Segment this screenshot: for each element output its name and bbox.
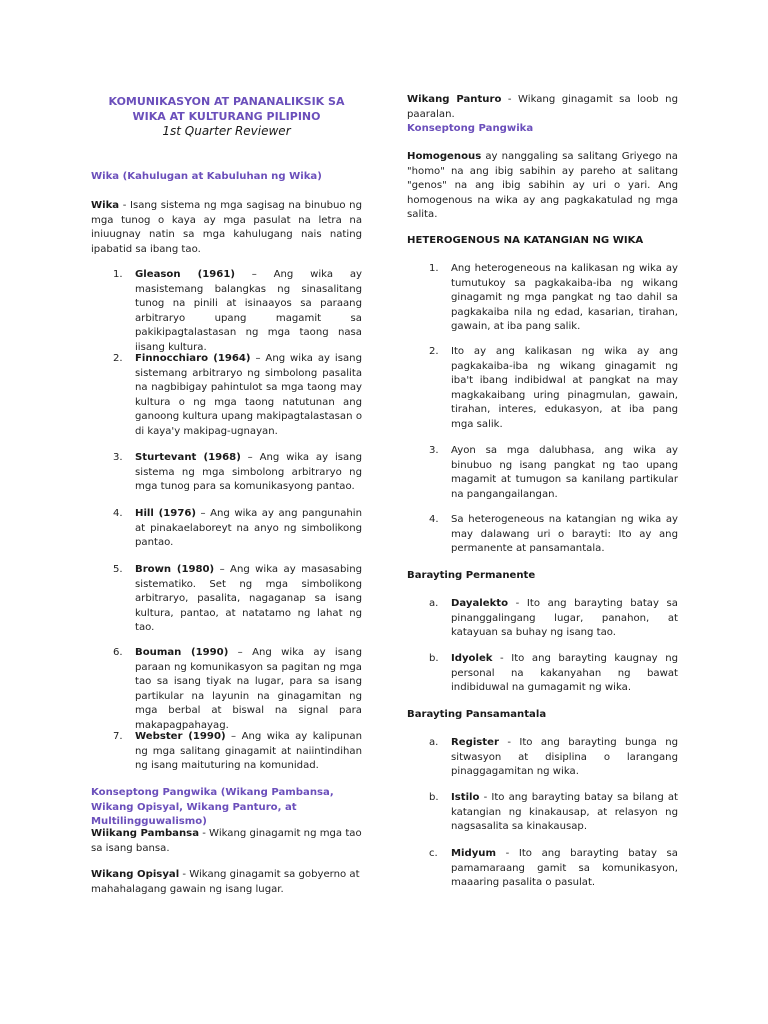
homogenous-term: Homogenous (407, 151, 482, 162)
definition-term: Finnocchiaro (1964) (135, 353, 251, 364)
heterogenous-text: Sa heterogeneous na katangian ng wika ay may dalawang uri o barayti: Ito ay ang permanente at pansamantala. (451, 514, 678, 554)
pansamantala-body (451, 847, 678, 891)
permanente-letter: b. (429, 653, 439, 664)
section-heading-barayting-permanente: Barayting Permanente (407, 570, 536, 581)
section-heading-wika: Wika (Kahulugan at Kabuluhan ng Wika) (91, 171, 322, 182)
definition-term: Sturtevant (1968) (135, 452, 241, 463)
heterogenous-number: 4. (429, 514, 439, 525)
permanente-text: - Ito ang barayting kaugnay ng personal na kakanyahan ng bawat indibiduwal na gumagamit ng wika. (451, 653, 678, 693)
heterogenous-number: 1. (429, 263, 439, 274)
heterogenous-text: Ito ay ang kalikasan ng wika ay ang pagkakaiba-iba ng wikang ginagamit ng iba't ibang indibidwal at pangkat na may magkakaibang uring pinagmulan, gawain, tirahan, interes, edukasyon, at iba pang mga salik. (451, 346, 678, 430)
permanente-term: Idyolek (451, 653, 493, 664)
wika-definition (91, 199, 362, 257)
wika-definition-text: - Isang sistema ng mga sagisag na binubuo ng mga tunog o kaya ay mga pasulat na letra na iniuugnay natin sa mga kahulugang nais nating ipabatid sa ibang tao. (91, 200, 362, 255)
pansamantala-term: Register (451, 737, 499, 748)
section-heading-konseptong-pangwika: Konseptong Pangwika (Wikang Pambansa, Wikang Opisyal, Wikang Panturo, at Multilingguwalismo) (91, 787, 334, 827)
heterogenous-number: 3. (429, 445, 439, 456)
definition-body (135, 646, 362, 733)
definition-number: 4. (113, 508, 123, 519)
wikang-pambansa-definition (91, 827, 362, 856)
definition-text: – Ang wika ay isang sistema ng mga simbolong arbitraryo ng mga tunog para sa komunikasyong pantao. (135, 452, 362, 492)
definition-body (135, 451, 362, 495)
definition-number: 6. (113, 647, 123, 658)
pansamantala-letter: c. (429, 848, 438, 859)
homogenous-definition (407, 150, 678, 223)
wikang-pambansa-term: Wiikang Pambansa (91, 828, 199, 839)
document-title: KOMUNIKASYON AT PANANALIKSIK SA WIKA AT KULTURANG PILIPINO (108, 95, 345, 123)
pansamantala-letter: b. (429, 792, 439, 803)
definition-term: Gleason (1961) (135, 269, 235, 280)
wikang-panturo-definition (407, 93, 678, 122)
wikang-opisyal-definition (91, 868, 362, 897)
wikang-opisyal-text: - Wikang ginagamit sa gobyerno at mahahalagang gawain ng isang lugar. (91, 869, 360, 895)
pansamantala-body (451, 736, 678, 780)
section-heading-heterogenous: HETEROGENOUS NA KATANGIAN NG WIKA (407, 235, 644, 246)
pansamantala-text: - Ito ang barayting batay sa bilang at katangian ng kinakausap, at relasyon ng nagsasalita sa kinakausap. (451, 792, 678, 832)
wika-term: Wika (91, 200, 120, 211)
definition-number: 2. (113, 353, 123, 364)
definition-body (135, 268, 362, 355)
definition-term: Bouman (1990) (135, 647, 229, 658)
wikang-pambansa-text: - Wikang ginagamit ng mga tao sa isang bansa. (91, 828, 362, 854)
definition-text: – Ang wika ay masasabing sistematiko. Set ng mga simbolikong arbitraryo, pasalita, nagaganap sa isang kultura, pantao, at natatamo ng lahat ng tao. (135, 564, 363, 633)
definition-text: – Ang wika ay isang sistemang arbitraryo ng simbolong pasalita na nagbibigay pahintulot sa mga taong may kultura o ng mga taong natutunan ang ganoong kultura upang makipagtalastasan o di kaya'y makipag-ugnayan. (135, 353, 362, 437)
pansamantala-text: - Ito ang barayting batay sa pamamaraang gamit sa komunikasyon, maaaring pasalita o pasulat. (451, 848, 678, 888)
heterogenous-text: Ang heterogeneous na kalikasan ng wika ay tumutukoy sa pagkakaiba-iba ng wikang ginagamit ng mga pangkat ng tao dahil sa pagkakaiba nila ng edad, kasarian, tirahan, gawain, at iba pang salik. (451, 263, 678, 332)
definition-body (135, 507, 362, 551)
definition-body (135, 563, 362, 636)
definition-text: – Ang wika ay kalipunan ng mga salitang ginagamit at naiintindihan ng isang maituturing na komunidad. (135, 731, 362, 771)
definition-term: Brown (1980) (135, 564, 215, 575)
definition-text: – Ang wika ay ang pangunahin at pinakaelaboreyt na anyo ng simbolikong pantao. (135, 508, 363, 548)
wikang-panturo-term: Wikang Panturo (407, 94, 502, 105)
definition-term: Hill (1976) (135, 508, 196, 519)
pansamantala-body (451, 791, 678, 835)
pansamantala-term: Istilo (451, 792, 480, 803)
section-heading-konseptong-pangwika-right: Konseptong Pangwika (407, 123, 534, 134)
definition-number: 3. (113, 452, 123, 463)
document-subtitle: 1st Quarter Reviewer (162, 124, 291, 138)
definition-number: 5. (113, 564, 123, 575)
permanente-letter: a. (429, 598, 439, 609)
permanente-text: - Ito ang barayting batay sa pinanggalingang lugar, panahon, at katayuan sa buhay ng isang tao. (451, 598, 678, 638)
definition-term: Webster (1990) (135, 731, 226, 742)
pansamantala-term: Midyum (451, 848, 497, 859)
definition-body (135, 730, 362, 774)
permanente-term: Dayalekto (451, 598, 509, 609)
wikang-opisyal-term: Wikang Opisyal (91, 869, 180, 880)
heterogenous-text: Ayon sa mga dalubhasa, ang wika ay binubuo ng isang pangkat ng tao upang magamit at tumugon sa kanilang partikular na pangangailangan. (451, 445, 678, 500)
definition-body (135, 352, 362, 439)
pansamantala-text: - Ito ang barayting bunga ng sitwasyon at disiplina o larangang pinaggagamitan ng wika. (451, 737, 678, 777)
definition-text: – Ang wika ay isang paraan ng komunikasyon sa pagitan ng mga tao sa isang tiyak na lugar, para sa isang partikular na layunin na ginagamitan ng mga berbal at biswal na signal para makapagpahayag. (135, 647, 362, 731)
permanente-body (451, 652, 678, 696)
section-heading-barayting-pansamantala: Barayting Pansamantala (407, 709, 547, 720)
permanente-body (451, 597, 678, 641)
definition-number: 7. (113, 731, 123, 742)
pansamantala-letter: a. (429, 737, 439, 748)
homogenous-text: ay nanggaling sa salitang Griyego na "homo" na ang ibig sabihin ay pareho at salitang "genos" na ang ibig sabihin ay uri o yari. Ang homogenous na wika ay ang pagkakatulad ng mga salita. (407, 151, 678, 220)
wikang-panturo-text: - Wikang ginagamit sa loob ng paaralan. (407, 94, 678, 120)
definition-number: 1. (113, 269, 123, 280)
definition-text: – Ang wika ay masistemang balangkas ng sinasalitang tunog na pinili at isinaayos sa paraang arbitraryo upang magamit sa pakikipagtalastasan ng mga taong nasa iisang kultura. (135, 269, 362, 353)
heterogenous-number: 2. (429, 346, 439, 357)
